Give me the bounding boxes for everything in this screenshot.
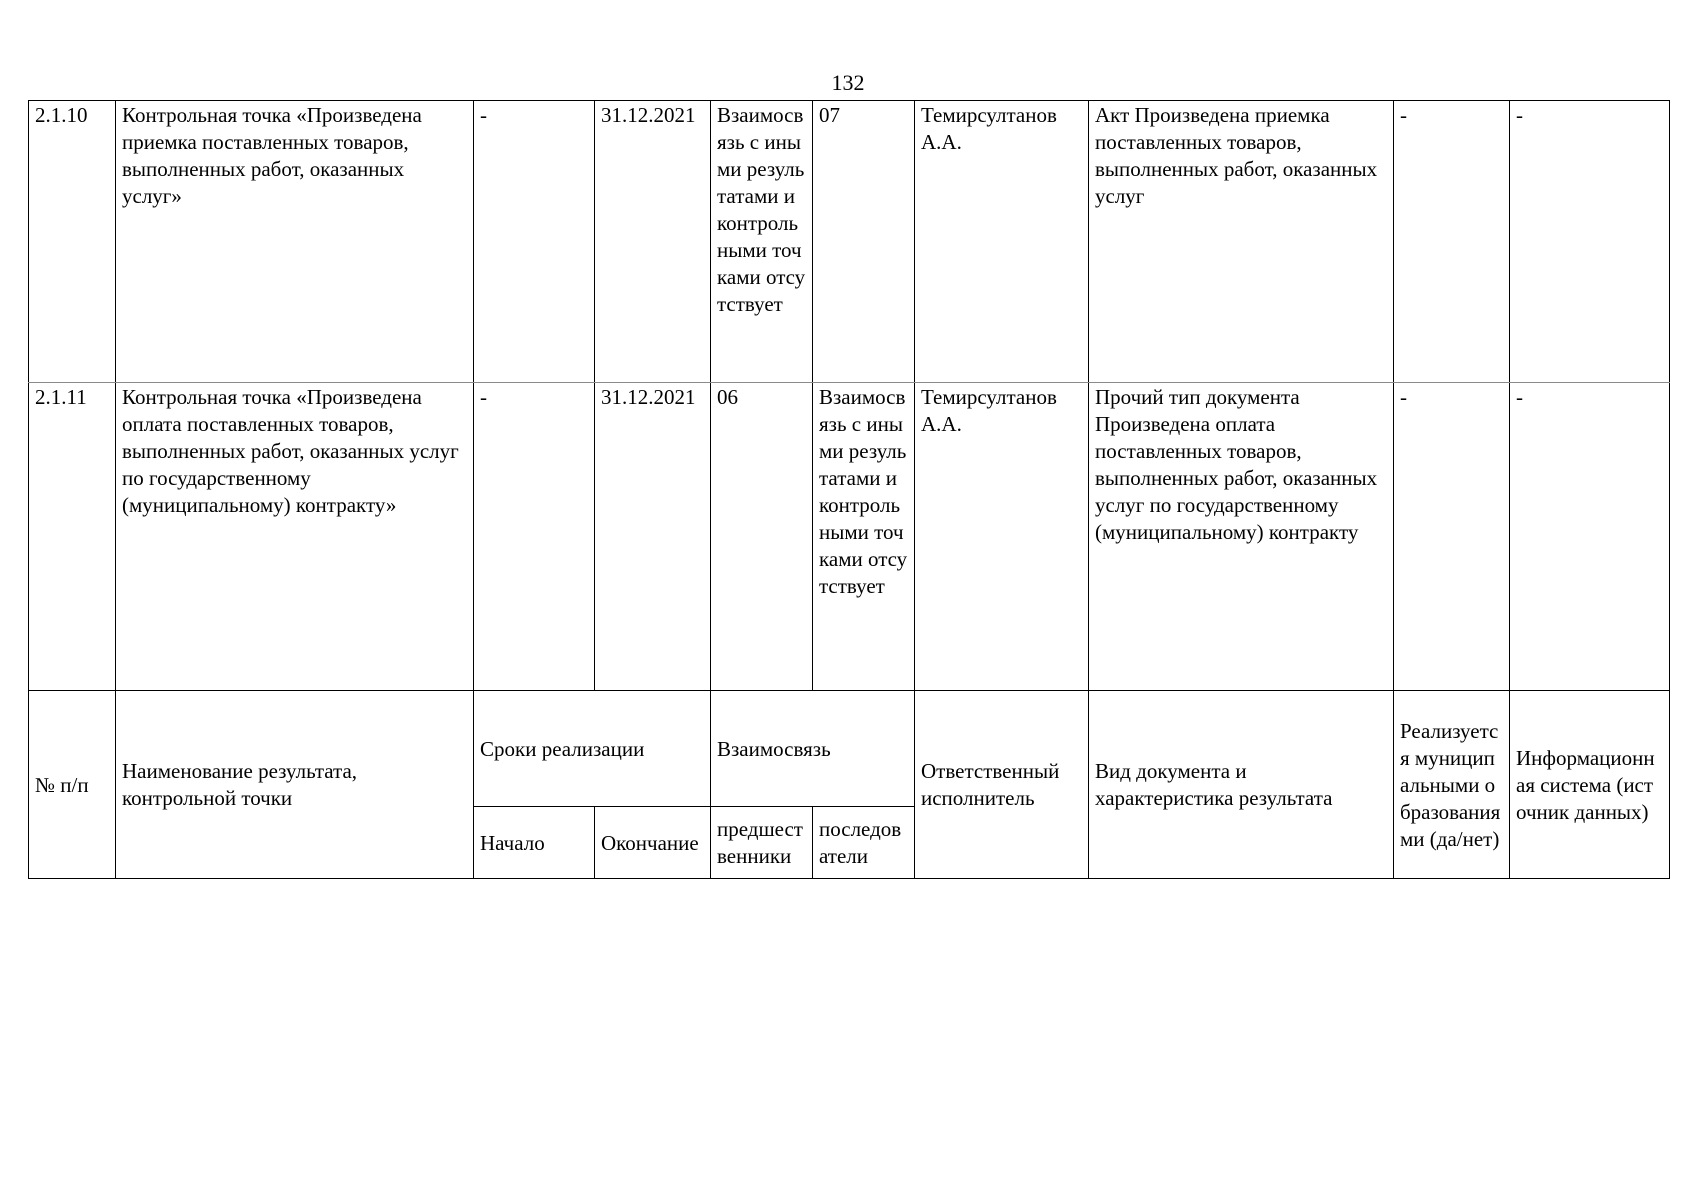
start-date: -: [474, 101, 595, 383]
header-end: Окончание: [595, 807, 711, 879]
row-number: 2.1.10: [29, 101, 116, 383]
page-number: 132: [831, 70, 865, 95]
document-type: Акт Произведена приемка поставленных товаров, выполненных работ, оказанных услуг: [1089, 101, 1394, 383]
header-name: Наименование результата, контрольной точки: [116, 691, 474, 879]
responsible: Темирсултанов А.А.: [915, 383, 1089, 691]
header-responsible: Ответственный исполнитель: [915, 691, 1089, 879]
table-row: [29, 383, 1670, 691]
header-predecessors: предшественники: [711, 807, 813, 879]
results-table: [28, 100, 1670, 879]
predecessors: 06: [711, 383, 813, 691]
successors: 07: [813, 101, 915, 383]
successors: Взаимосвязь с иными результатами и контрольными точками отсутствует: [813, 383, 915, 691]
header-deadlines: Сроки реализации: [474, 691, 711, 807]
start-date: -: [474, 383, 595, 691]
header-info-system: Информационная система (источник данных): [1510, 691, 1670, 879]
end-date: 31.12.2021: [595, 383, 711, 691]
predecessors: Взаимосвязь с иными результатами и контрольными точками отсутствует: [711, 101, 813, 383]
header-municipal: Реализуется муниципальными образованиями (да/нет): [1394, 691, 1510, 879]
header-num: № п/п: [29, 691, 116, 879]
result-name: Контрольная точка «Произведена приемка поставленных товаров, выполненных работ, оказанных услуг»: [116, 101, 474, 383]
result-name: Контрольная точка «Произведена оплата поставленных товаров, выполненных работ, оказанных услуг по государственному (муниципальному) контракту»: [116, 383, 474, 691]
row-number: 2.1.11: [29, 383, 116, 691]
info-system: -: [1510, 383, 1670, 691]
table-row: [29, 101, 1670, 383]
document-type: Прочий тип документа Произведена оплата поставленных товаров, выполненных работ, оказанных услуг по государственному (муниципальному) контракту: [1089, 383, 1394, 691]
header-row: [29, 691, 1670, 807]
header-relation: Взаимосвязь: [711, 691, 915, 807]
municipal-flag: -: [1394, 383, 1510, 691]
header-successors: последователи: [813, 807, 915, 879]
info-system: -: [1510, 101, 1670, 383]
header-document: Вид документа и характеристика результата: [1089, 691, 1394, 879]
header-start: Начало: [474, 807, 595, 879]
municipal-flag: -: [1394, 101, 1510, 383]
end-date: 31.12.2021: [595, 101, 711, 383]
responsible: Темирсултанов А.А.: [915, 101, 1089, 383]
